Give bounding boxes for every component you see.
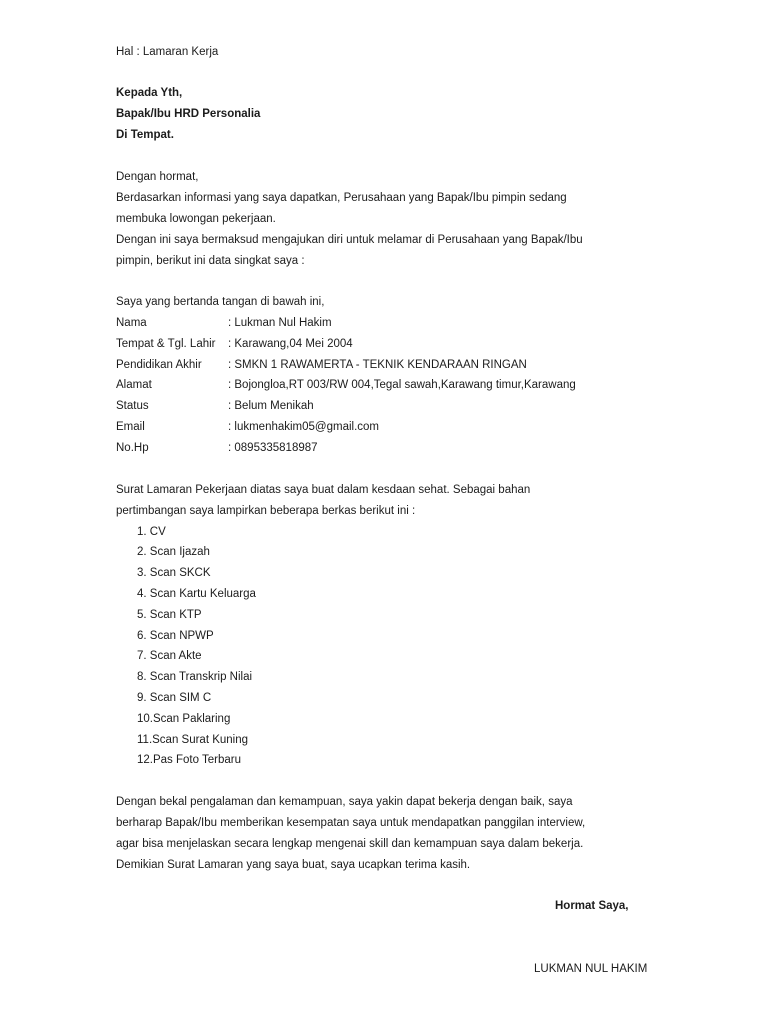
list-item: 12.Pas Foto Terbaru — [137, 754, 241, 766]
field-value-email: : lukmenhakim05@gmail.com — [228, 421, 380, 433]
list-item: 5. Scan KTP — [137, 609, 202, 621]
signer-intro: Saya yang bertanda tangan di bawah ini, — [116, 296, 325, 308]
field-label-birth: Tempat & Tgl. Lahir — [116, 338, 216, 350]
field-value-name: : Lukman Nul Hakim — [228, 317, 332, 329]
list-item: 2. Scan Ijazah — [137, 546, 210, 558]
greeting: Dengan hormat, — [116, 171, 199, 183]
signer-name: LUKMAN NUL HAKIM — [534, 963, 648, 975]
field-label-address: Alamat — [116, 379, 152, 391]
list-item: 7. Scan Akte — [137, 650, 202, 662]
recipient-name: Bapak/Ibu HRD Personalia — [116, 108, 261, 120]
field-label-name: Nama — [116, 317, 147, 329]
intro-line: pimpin, berikut ini data singkat saya : — [116, 255, 305, 267]
field-label-phone: No.Hp — [116, 442, 149, 454]
list-item: 6. Scan NPWP — [137, 630, 214, 642]
closing-line: Dengan bekal pengalaman dan kemampuan, saya yakin dapat bekerja dengan baik, saya — [116, 796, 573, 808]
list-item: 4. Scan Kartu Keluarga — [137, 588, 256, 600]
field-label-email: Email — [116, 421, 145, 433]
closing-line: berharap Bapak/Ibu memberikan kesempatan saya untuk mendapatkan panggilan interview, — [116, 817, 586, 829]
field-value-status: : Belum Menikah — [228, 400, 314, 412]
field-label-education: Pendidikan Akhir — [116, 359, 202, 371]
closing-line: agar bisa menjelaskan secara lengkap mengenai skill dan kemampuan saya dalam bekerja. — [116, 838, 584, 850]
list-item: 9. Scan SIM C — [137, 692, 212, 704]
list-item: 11.Scan Surat Kuning — [137, 734, 249, 746]
recipient-to: Kepada Yth, — [116, 87, 183, 99]
field-label-status: Status — [116, 400, 149, 412]
intro-line: membuka lowongan pekerjaan. — [116, 213, 276, 225]
attachments-intro-line: Surat Lamaran Pekerjaan diatas saya buat dalam kesdaan sehat. Sebagai bahan — [116, 484, 531, 496]
attachments-intro-line: pertimbangan saya lampirkan beberapa berkas berikut ini : — [116, 505, 416, 517]
list-item: 1. CV — [137, 526, 166, 538]
list-item: 8. Scan Transkrip Nilai — [137, 671, 253, 683]
letter-subject: Hal : Lamaran Kerja — [116, 46, 219, 58]
field-value-address: : Bojongloa,RT 003/RW 004,Tegal sawah,Karawang timur,Karawang — [228, 379, 576, 391]
list-item: 3. Scan SKCK — [137, 567, 211, 579]
list-item: 10.Scan Paklaring — [137, 713, 231, 725]
closing-line: Demikian Surat Lamaran yang saya buat, saya ucapkan terima kasih. — [116, 859, 471, 871]
intro-line: Berdasarkan informasi yang saya dapatkan, Perusahaan yang Bapak/Ibu pimpin sedang — [116, 192, 567, 204]
sign-off: Hormat Saya, — [555, 900, 629, 912]
field-value-education: : SMKN 1 RAWAMERTA - TEKNIK KENDARAAN RINGAN — [228, 359, 527, 371]
recipient-place: Di Tempat. — [116, 129, 174, 141]
field-value-birth: : Karawang,04 Mei 2004 — [228, 338, 353, 350]
intro-line: Dengan ini saya bermaksud mengajukan diri untuk melamar di Perusahaan yang Bapak/Ibu — [116, 234, 583, 246]
field-value-phone: : 0895335818987 — [228, 442, 318, 454]
